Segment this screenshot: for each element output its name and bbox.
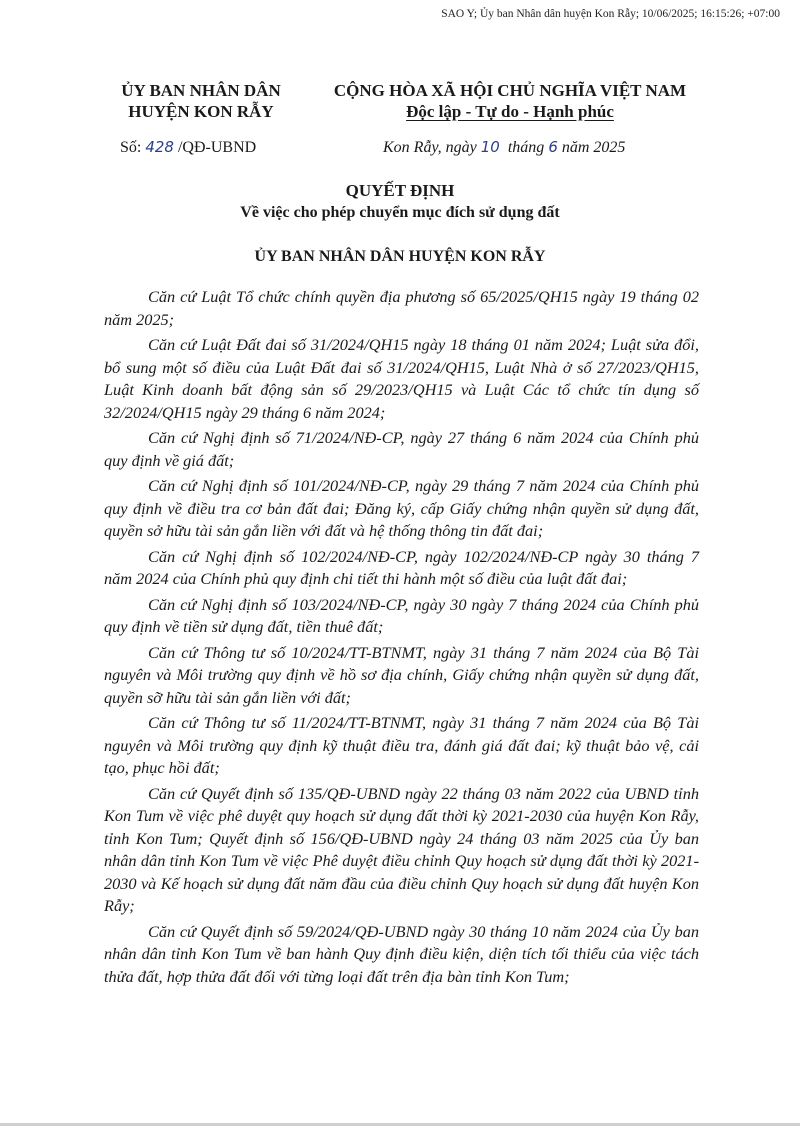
- date-day-handwritten: 10: [480, 138, 500, 156]
- national-motto: Độc lập - Tự do - Hạnh phúc: [406, 102, 614, 121]
- place-label: Kon Rẫy, ngày: [383, 139, 477, 156]
- document-body: [104, 286, 699, 991]
- issuer-heading: ỦY BAN NHÂN DÂN HUYỆN KON RẪY: [254, 248, 546, 265]
- legal-basis-paragraph: Căn cứ Nghị định số 101/2024/NĐ-CP, ngày 29 tháng 7 năm 2024 của Chính phủ quy định về điều tra cơ bản đất đai; Đăng ký, cấp Giấy chứng nhận quyền sử dụng đất, quyền sở hữu tài sản gắn liền với đất và hệ thống thông tin đất đai;: [104, 476, 699, 540]
- legal-basis-paragraph: Căn cứ Quyết định số 135/QĐ-UBND ngày 22 tháng 03 năm 2022 của UBND tỉnh Kon Tum về việc phê duyệt quy hoạch sử dụng đất thời kỳ 2021-2030 của huyện Kon Rẫy, tỉnh Kon Tum; Quyết định số 156/QĐ-UBND ngày 24 tháng 03 năm 2025 của Ủy ban nhân dân tỉnh Kon Tum về việc Phê duyệt điều chỉnh Quy hoạch sử dụng đất thời kỳ 2021-2030 và Kế hoạch sử dụng đất năm đầu của điều chỉnh Quy hoạch sử dụng đất huyện Kon Rẫy;: [104, 783, 699, 915]
- legal-basis-paragraph: Căn cứ Quyết định số 59/2024/QĐ-UBND ngày 30 tháng 10 năm 2024 của Ủy ban nhân dân tỉnh Kon Tum về ban hành Quy định điều kiện, diện tích tối thiểu của việc tách thửa đất, hợp thửa đất đối với từng loại đất trên địa bàn tỉnh Kon Tum;: [104, 921, 699, 986]
- document-title: QUYẾT ĐỊNH: [345, 181, 455, 200]
- date-month-handwritten: 6: [548, 138, 558, 156]
- nation-name: CỘNG HÒA XÃ HỘI CHỦ NGHĨA VIỆT NAM: [333, 81, 687, 100]
- legal-basis-paragraph: Căn cứ Luật Đất đai số 31/2024/QH15 ngày 18 tháng 01 năm 2024; Luật sửa đổi, bổ sung một số điều của Luật Đất đai số 31/2024/QH15, Luật Nhà ở số 27/2023/QH15, Luật Kinh doanh bất động sản số 29/2023/QH15 và Luật Các tổ chức tín dụng số 32/2024/QH15 ngày 29 tháng 6 năm 2024;: [104, 335, 699, 422]
- legal-basis-paragraph: Căn cứ Nghị định số 71/2024/NĐ-CP, ngày 27 tháng 6 năm 2024 của Chính phủ quy định về giá đất;: [104, 428, 699, 470]
- legal-basis-paragraph: Căn cứ Thông tư số 10/2024/TT-BTNMT, ngày 31 tháng 7 năm 2024 của Bộ Tài nguyên và Môi trường quy định về hồ sơ địa chính, Giấy chứng nhận quyền sử dụng đất, quyền sỡ hữu tài sản gắn liền với đất;: [104, 642, 699, 707]
- document-titles: [0, 180, 800, 268]
- legal-basis-paragraph: Căn cứ Luật Tổ chức chính quyền địa phương số 65/2025/QH15 ngày 19 tháng 02 năm 2025;: [104, 287, 699, 329]
- legal-basis-paragraph: Căn cứ Nghị định số 103/2024/NĐ-CP, ngày 30 ngày 7 tháng 2024 của Chính phủ quy định về tiền sử dụng đất, tiền thuê đất;: [104, 594, 699, 636]
- place-and-date: [383, 138, 625, 157]
- month-label: tháng: [507, 139, 545, 156]
- document-subject: Về việc cho phép chuyển mục đích sử dụng đất: [240, 204, 560, 221]
- national-heading: [300, 80, 720, 122]
- document-number: [120, 138, 256, 157]
- org-line-1: ỦY BAN NHÂN DÂN: [121, 81, 281, 100]
- digital-copy-stamp: SAO Y; Ủy ban Nhân dân huyện Kon Rẫy; 10/06/2025; 16:15:26; +07:00: [441, 8, 780, 20]
- doc-number-prefix: Số:: [120, 139, 142, 156]
- legal-basis-paragraph: Căn cứ Nghị định số 102/2024/NĐ-CP, ngày 102/2024/NĐ-CP ngày 30 tháng 7 năm 2024 của Chính phủ quy định chi tiết thi hành một số điều của luật đất đai;: [104, 546, 699, 588]
- org-line-2: HUYỆN KON RẪY: [128, 102, 274, 121]
- document-header: [0, 80, 800, 160]
- doc-number-suffix: /QĐ-UBND: [177, 139, 257, 156]
- issuing-organization: [96, 80, 306, 122]
- year-label: năm 2025: [561, 139, 626, 156]
- doc-number-handwritten: 428: [145, 138, 174, 156]
- legal-basis-paragraph: Căn cứ Thông tư số 11/2024/TT-BTNMT, ngày 31 tháng 7 năm 2024 của Bộ Tài nguyên và Môi trường quy định kỹ thuật điều tra, đánh giá đất đai; kỹ thuật bảo vệ, cải tạo, phục hồi đất;: [104, 713, 699, 777]
